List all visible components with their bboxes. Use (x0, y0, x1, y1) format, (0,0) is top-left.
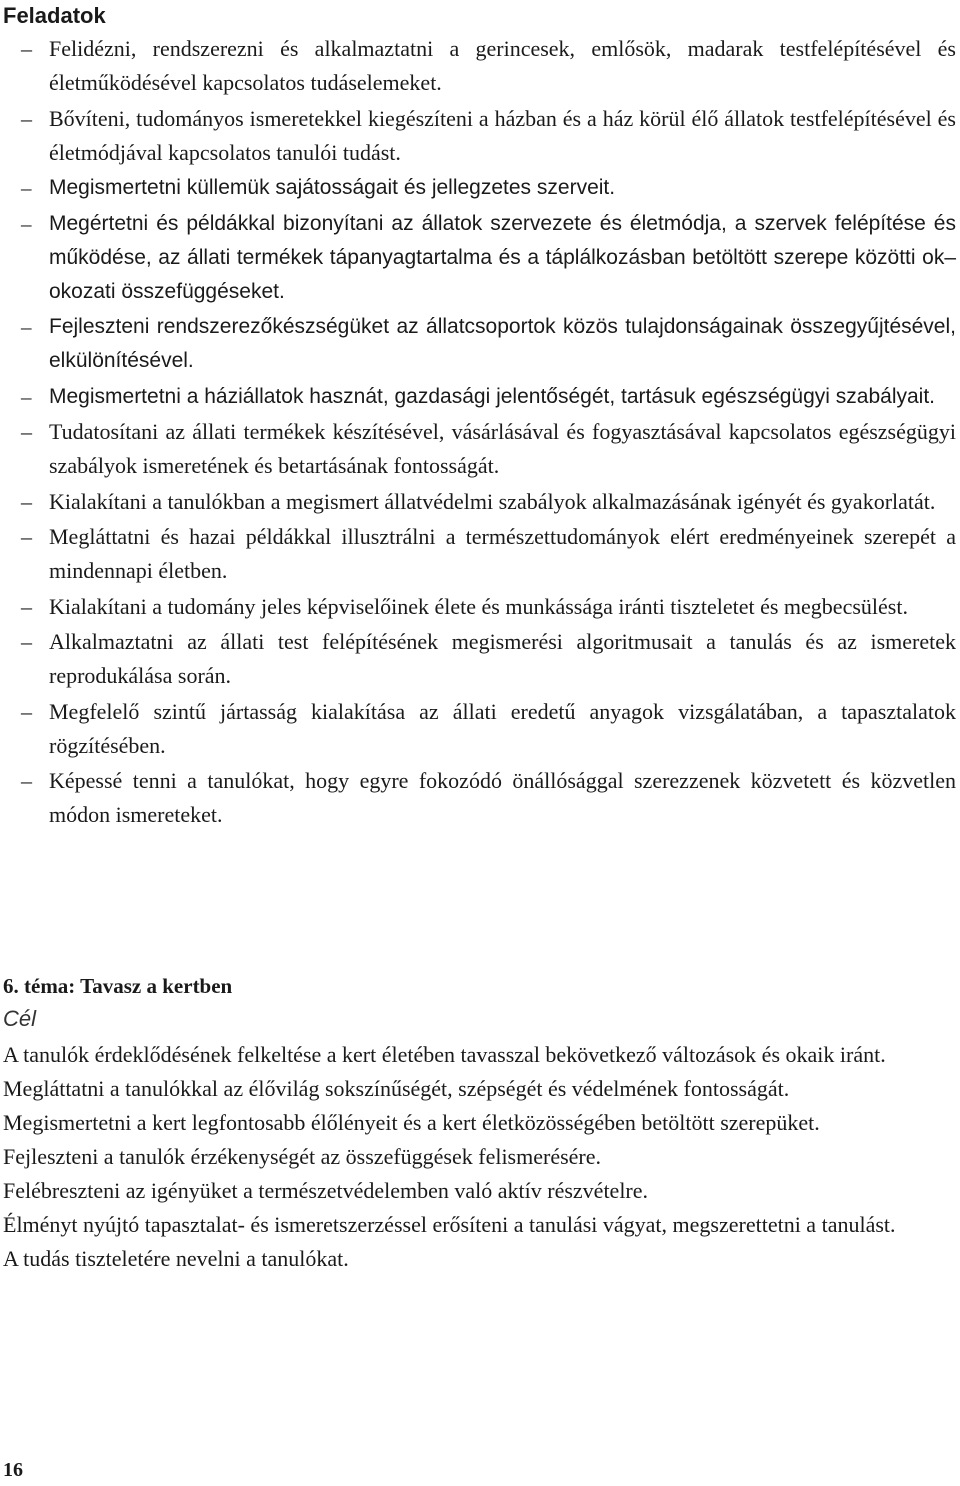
dash-bullet: – (21, 488, 32, 514)
goal-item: Fejleszteni a tanulók érzékenységét az összefüggések felismerésére. (3, 1144, 602, 1169)
dash-bullet: – (21, 629, 32, 654)
task-text: Megismertetni küllemük sajátosságait és jellegzetes szerveit. (49, 176, 616, 199)
dash-bullet: – (21, 698, 32, 724)
task-text: Fejleszteni rendszerezőkészségüket az állatcsoportok közös tulajdonságainak összegyűjtésével, elkülönítésével. (49, 315, 956, 372)
task-item (3, 520, 956, 588)
dash-bullet: – (21, 384, 32, 409)
goal-item: Felébreszteni az igényüket a természetvédelemben való aktív részvételre. (3, 1178, 649, 1203)
task-item (3, 695, 956, 763)
task-text: Megláttatni és hazai példákkal illusztrálni a természettudományok elért eredményeinek szerepét a mindennapi életben. (49, 524, 956, 583)
task-item (3, 102, 956, 170)
dash-bullet: – (21, 105, 32, 131)
dash-bullet: – (21, 768, 32, 793)
task-text: Bővíteni, tudományos ismeretekkel kiegészíteni a házban és a ház körül élő állatok testfelépítésével és életmódjával kapcsolatos tanulói tudást. (49, 105, 956, 165)
dash-bullet: – (21, 36, 32, 61)
dash-bullet: – (21, 176, 32, 200)
dash-bullet: – (21, 211, 32, 236)
task-text: Megfelelő szintű jártasság kialakítása az állati eredetű anyagok vizsgálatában, a tapasztalatok rögzítésében. (49, 698, 956, 758)
goal-label: Cél (3, 1006, 37, 1031)
page-number: 16 (3, 1459, 23, 1481)
goal-item: A tanulók érdeklődésének felkeltése a kert életében tavasszal bekövetkező változások és okaik iránt. (3, 1042, 886, 1067)
task-text: Megértetni és példákkal bizonyítani az állatok szervezete és életmódja, a szervek felépítése és működése, az állati termékek tápanyagtartalma és a táplálkozásban betöltött szerepe közötti ok–okozati összefüggéseket. (49, 211, 956, 303)
task-item (3, 207, 956, 309)
goal-item: Megláttatni a tanulókkal az élővilág sokszínűségét, szépségét és védelmének fontosságát. (3, 1076, 790, 1101)
task-item (3, 485, 956, 519)
task-item (3, 625, 956, 693)
task-text: Képessé tenni a tanulókat, hogy egyre fokozódó önállósággal szerezzenek közvetett és közvetlen módon ismereteket. (49, 768, 956, 827)
task-item (3, 590, 956, 624)
task-text: Alkalmaztatni az állati test felépítésének megismerési algoritmusait a tanulás és az ismeretek reprodukálása során. (49, 629, 956, 688)
task-item (3, 310, 956, 378)
dash-bullet: – (21, 524, 32, 549)
task-item (3, 764, 956, 832)
task-text: Kialakítani a tudomány jeles képviselőinek élete és munkássága iránti tiszteletet és megbecsülést. (49, 593, 908, 619)
tasks-heading: Feladatok (3, 3, 106, 28)
task-item (3, 171, 956, 205)
task-text: Megismertetni a háziállatok hasznát, gazdasági jelentőségét, tartásuk egészségügyi szabályait. (49, 384, 936, 408)
dash-bullet: – (21, 419, 32, 444)
task-item (3, 380, 956, 414)
goals-list (3, 1038, 956, 1276)
task-item (3, 415, 956, 483)
topic-title: 6. téma: Tavasz a kertben (3, 974, 233, 998)
dash-bullet: – (21, 315, 32, 339)
tasks-section (3, 0, 956, 834)
goal-item: A tudás tiszteletére nevelni a tanulókat. (3, 1246, 349, 1271)
goal-item: Megismertetni a kert legfontosabb élőlényeit és a kert életközösségében betöltött szerepüket. (3, 1110, 820, 1135)
task-item (3, 32, 956, 100)
task-text: Kialakítani a tanulókban a megismert állatvédelmi szabályok alkalmazásának igényét és gyakorlatát. (49, 488, 936, 514)
dash-bullet: – (21, 593, 32, 619)
task-text: Tudatosítani az állati termékek készítésével, vásárlásával és fogyasztásával kapcsolatos egészségügyi szabályok ismeretének és betartásának fontosságát. (49, 419, 956, 478)
tasks-list (3, 32, 956, 832)
goal-item: Élményt nyújtó tapasztalat- és ismeretszerzéssel erősíteni a tanulási vágyat, megszerettetni a tanulást. (3, 1212, 896, 1237)
task-text: Felidézni, rendszerezni és alkalmaztatni a gerincesek, emlősök, madarak testfelépítésével és életműködésével kapcsolatos tudáselemeket. (49, 36, 956, 95)
